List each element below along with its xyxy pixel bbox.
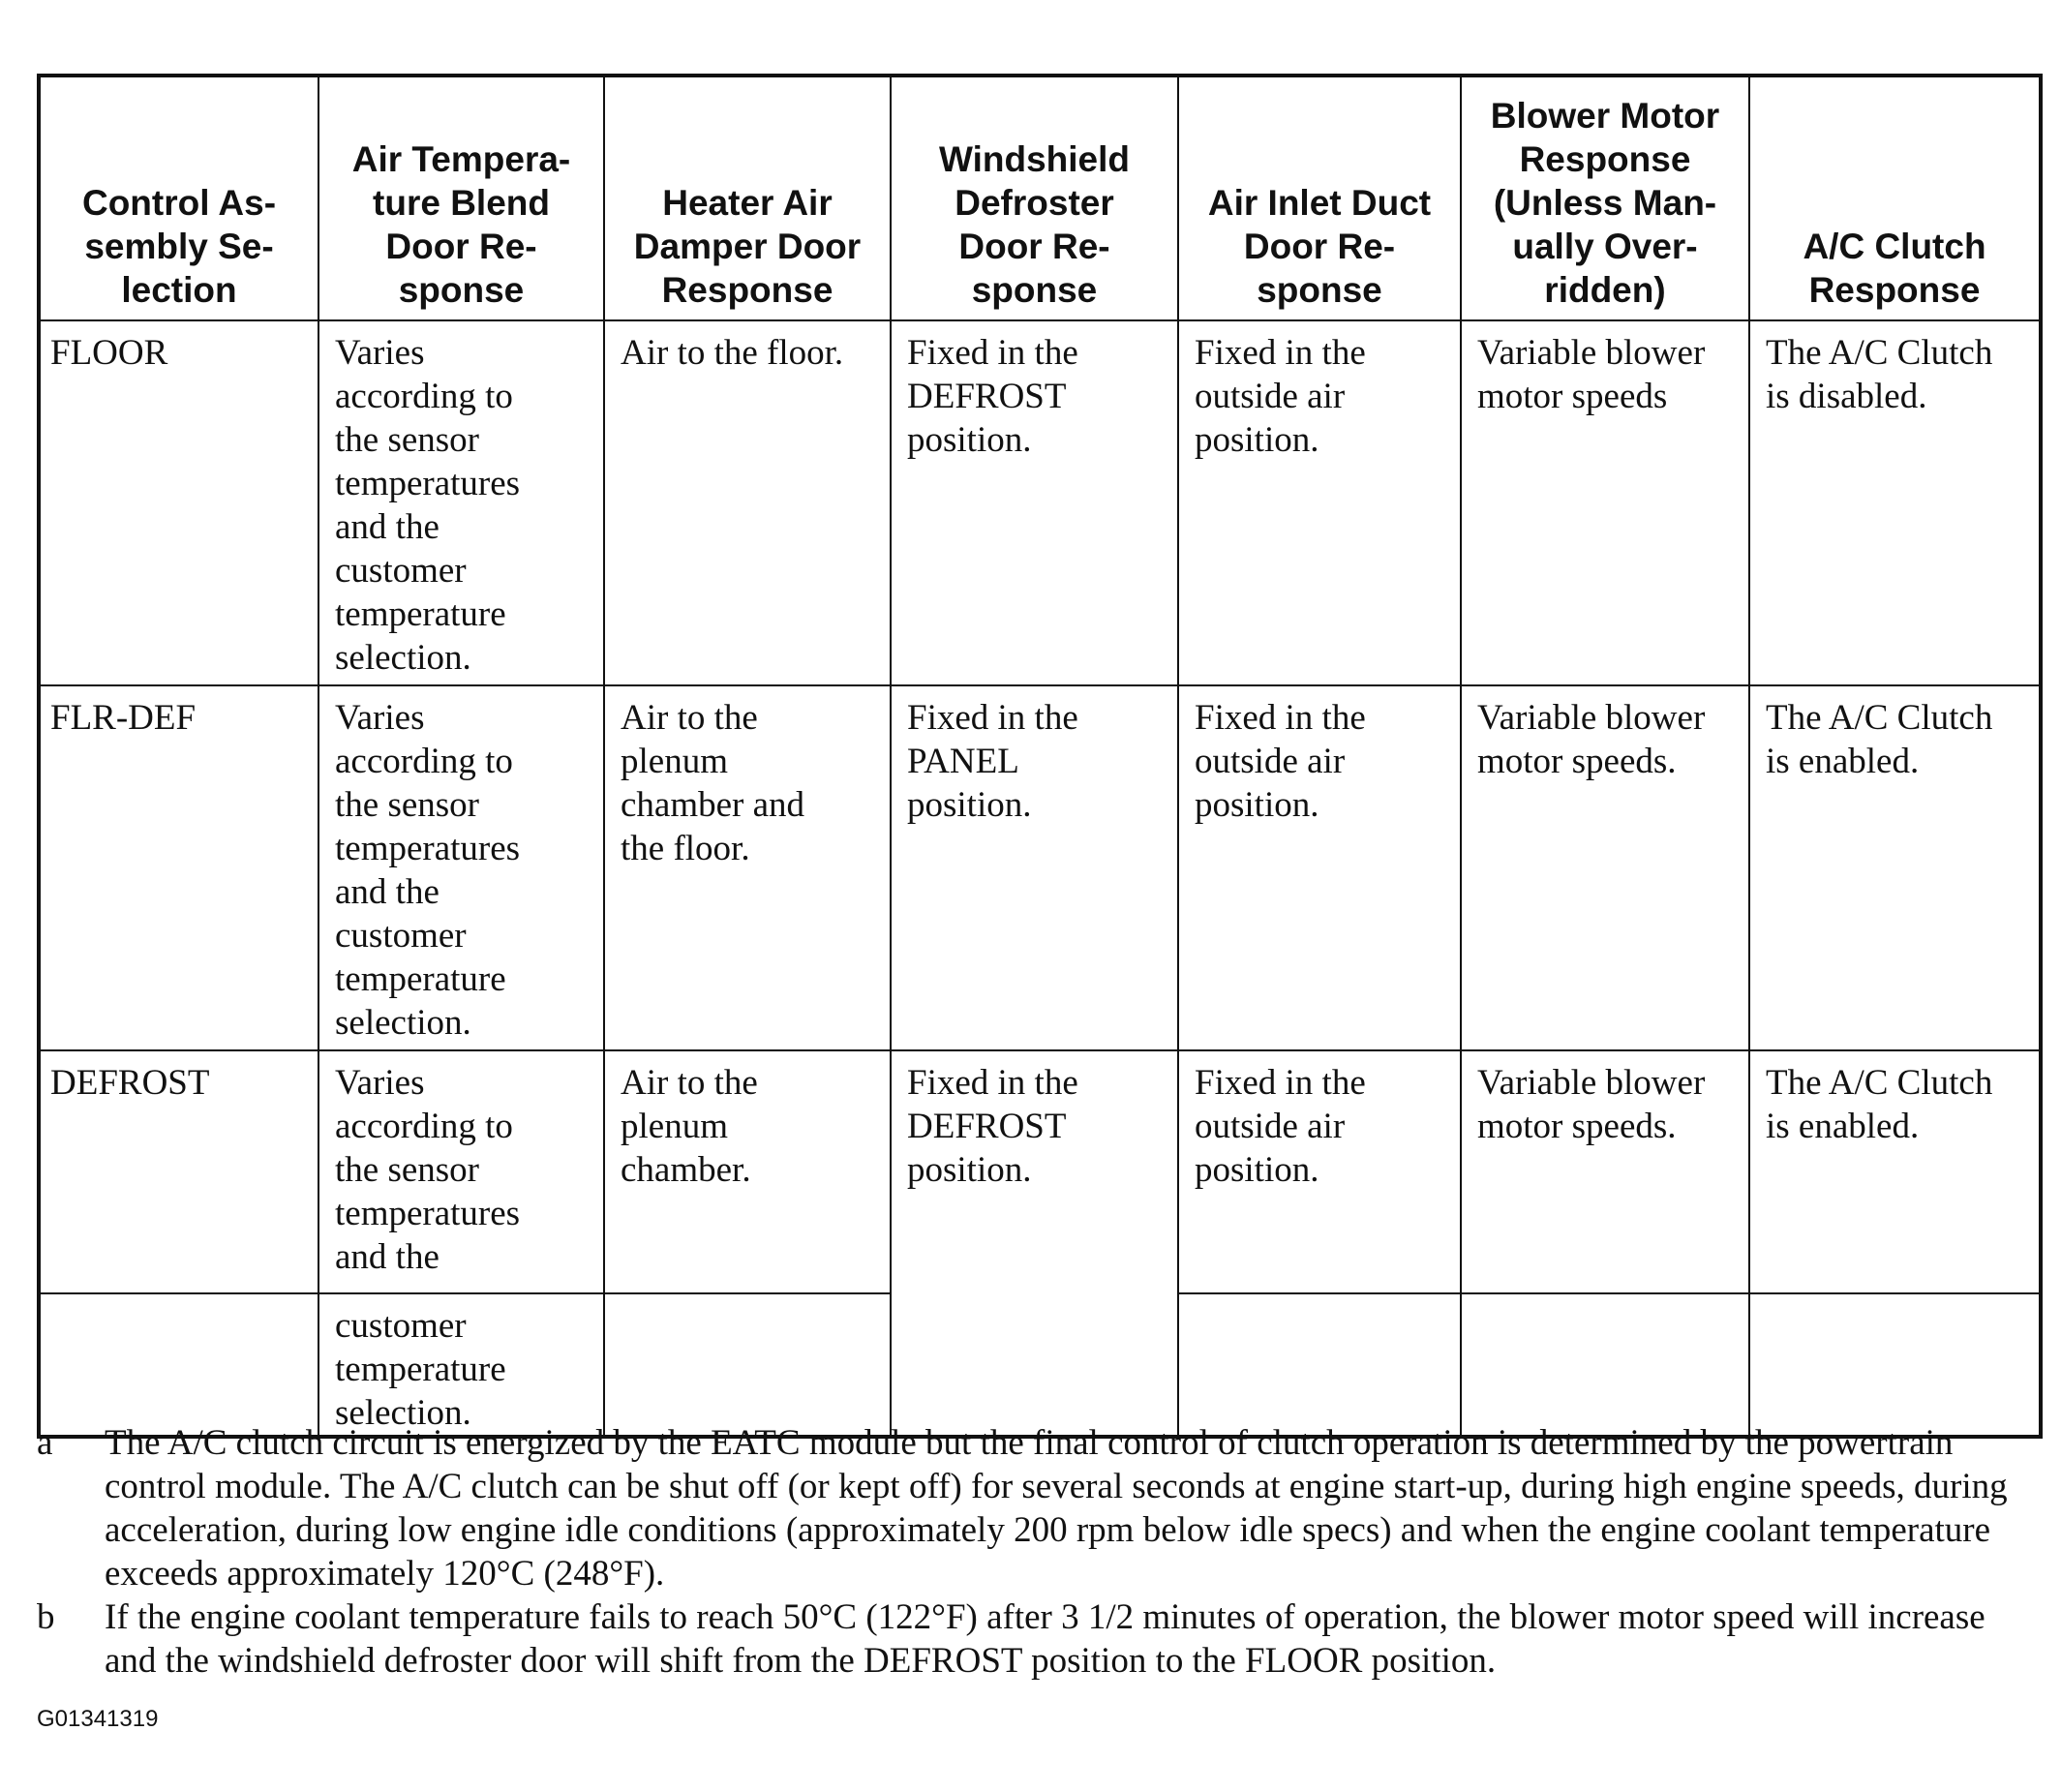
text-line: Fixed in the <box>1195 698 1366 738</box>
text-line: outside air <box>1195 377 1346 416</box>
text-line: plenum <box>621 1107 728 1146</box>
text-line: customer <box>335 1306 467 1346</box>
table-row-flr-def <box>39 685 2041 1050</box>
cell-ac-clutch <box>1749 320 2041 685</box>
text-line: outside air <box>1195 742 1346 781</box>
text-line: Air to the <box>621 698 758 738</box>
text-line: Air to the floor. <box>621 333 844 373</box>
cell-blend-door <box>318 320 604 685</box>
footnote-text: If the engine coolant temperature fails to reach 50°C (122°F) after 3 1/2 minutes of operation, the blower motor speed will increase and the windshield defroster door will shift from the DEFROST position to the FLOOR position. <box>105 1597 1985 1681</box>
text-line: PANEL <box>907 742 1019 781</box>
cell-empty <box>1461 1293 1749 1437</box>
text-line: sponse <box>1257 270 1382 310</box>
text-line: temperatures <box>335 829 521 868</box>
text-line: The A/C Clutch <box>1766 1063 1993 1103</box>
text-line: Fixed in the <box>907 333 1078 373</box>
cell-empty <box>39 1293 318 1437</box>
cell-selection <box>39 685 318 1050</box>
text-line: The A/C Clutch <box>1766 333 1993 373</box>
text-line: Variable blower <box>1477 698 1706 738</box>
text-line: the floor. <box>621 829 750 868</box>
footnote-text: The A/C clutch circuit is energized by the EATC module but the final control of clutch operation is determined by the powertrain control module. The A/C clutch can be shut off (or kept off) for several seconds at engine start-up, during high engine speeds, during acceleration, during low engine idle conditions (approximately 200 rpm below idle specs) and when the engine coolant temperature exceeds approximately 120°C (248°F). <box>105 1423 2008 1594</box>
header-defroster-door-response <box>891 76 1178 320</box>
text-line: sembly Se- <box>84 227 274 266</box>
text-line: Door Re- <box>1243 227 1396 266</box>
text-line: is enabled. <box>1766 1107 1920 1146</box>
text-line: A/C Clutch <box>1803 227 1986 266</box>
text-line: motor speeds. <box>1477 742 1677 781</box>
table-row-defrost <box>39 1050 2041 1293</box>
text-line: Door Re- <box>385 227 537 266</box>
text-line: DEFROST <box>907 1107 1067 1146</box>
cell-empty <box>1178 1293 1461 1437</box>
text-line: customer <box>335 551 467 591</box>
text-line: lection <box>121 270 237 310</box>
text-line: Air Inlet Duct <box>1207 183 1432 223</box>
text-line: selection. <box>335 1003 471 1043</box>
text-line: Air to the <box>621 1063 758 1103</box>
text-line: Fixed in the <box>907 698 1078 738</box>
text-line: Defroster <box>955 183 1114 223</box>
text-line: Varies <box>335 333 425 373</box>
footnote-a <box>37 1421 2043 1595</box>
text-line: and the <box>335 1237 439 1277</box>
text-line: Response <box>661 270 833 310</box>
text-line: and the <box>335 872 439 912</box>
footnote-b <box>37 1595 2043 1683</box>
text-line: Response <box>1519 139 1691 179</box>
cell-blower-motor <box>1461 1050 1749 1293</box>
text-line: Damper Door <box>633 227 862 266</box>
text-line: position. <box>907 785 1032 825</box>
text-line: motor speeds. <box>1477 1107 1677 1146</box>
text-line: the sensor <box>335 420 479 460</box>
text-line: the sensor <box>335 1150 479 1190</box>
text-line: is disabled. <box>1766 377 1927 416</box>
cell-blower-motor <box>1461 685 1749 1050</box>
text-line: customer <box>335 916 467 956</box>
text-line: Air Tempera- <box>351 139 571 179</box>
text-line: Heater Air <box>662 183 833 223</box>
text-line: according to <box>335 742 513 781</box>
cell-blend-door-continued <box>318 1293 604 1437</box>
cell-blend-door <box>318 685 604 1050</box>
header-damper-door-response <box>604 76 891 320</box>
footnote-key: b <box>37 1597 55 1637</box>
text-line: ually Over- <box>1512 227 1698 266</box>
cell-inlet-duct-door <box>1178 320 1461 685</box>
header-blend-door-response <box>318 76 604 320</box>
cell-blend-door <box>318 1050 604 1293</box>
text-line: temperature <box>335 1350 506 1389</box>
cell-inlet-duct-door <box>1178 1050 1461 1293</box>
header-blower-motor-response <box>1461 76 1749 320</box>
text-line: selection. <box>335 638 471 678</box>
cell-damper-door <box>604 685 891 1050</box>
text-line: sponse <box>971 270 1098 310</box>
header-inlet-duct-door-response <box>1178 76 1461 320</box>
text-line: temperatures <box>335 1194 521 1233</box>
cell-empty <box>604 1293 891 1437</box>
text-line: Control As- <box>81 183 277 223</box>
text-line: Fixed in the <box>907 1063 1078 1103</box>
text-line: Blower Motor <box>1490 96 1720 136</box>
text-line: Windshield <box>939 139 1130 179</box>
cell-damper-door <box>604 1050 891 1293</box>
cell-ac-clutch <box>1749 685 2041 1050</box>
cell-empty <box>1749 1293 2041 1437</box>
text-line: position. <box>907 420 1032 460</box>
text-line: chamber and <box>621 785 805 825</box>
cell-defroster-door <box>891 320 1178 685</box>
text-line: Fixed in the <box>1195 333 1366 373</box>
text-line: position. <box>1195 420 1319 460</box>
text-line: ture Blend <box>373 183 550 223</box>
text-line: FLR-DEF <box>50 698 197 738</box>
text-line: temperatures <box>335 464 521 503</box>
text-line: temperature <box>335 959 506 999</box>
text-line: temperature <box>335 594 506 634</box>
cell-ac-clutch <box>1749 1050 2041 1293</box>
text-line: (Unless Man- <box>1493 183 1717 223</box>
header-row <box>39 76 2041 320</box>
text-line: position. <box>907 1150 1032 1190</box>
cell-defroster-door <box>891 685 1178 1050</box>
header-ac-clutch-response <box>1749 76 2041 320</box>
figure-id: G01341319 <box>37 1706 159 1732</box>
text-line: DEFROST <box>50 1063 210 1103</box>
text-line: Variable blower <box>1477 1063 1706 1103</box>
response-table <box>37 74 2043 1439</box>
text-line: position. <box>1195 785 1319 825</box>
text-line: Variable blower <box>1477 333 1706 373</box>
text-line: ridden) <box>1544 270 1666 310</box>
text-line: the sensor <box>335 785 479 825</box>
table-row-floor <box>39 320 2041 685</box>
cell-inlet-duct-door <box>1178 685 1461 1050</box>
text-line: The A/C Clutch <box>1766 698 1993 738</box>
text-line: plenum <box>621 742 728 781</box>
text-line: DEFROST <box>907 377 1067 416</box>
text-line: outside air <box>1195 1107 1346 1146</box>
text-line: Response <box>1808 270 1981 310</box>
text-line: FLOOR <box>50 333 168 373</box>
cell-selection <box>39 320 318 685</box>
text-line: sponse <box>398 270 525 310</box>
text-line: Varies <box>335 698 425 738</box>
text-line: Varies <box>335 1063 425 1103</box>
header-control-assembly-selection <box>39 76 318 320</box>
text-line: Fixed in the <box>1195 1063 1366 1103</box>
text-line: position. <box>1195 1150 1319 1190</box>
footnotes <box>37 1421 2043 1683</box>
text-line: motor speeds <box>1477 377 1668 416</box>
cell-blower-motor <box>1461 320 1749 685</box>
cell-damper-door <box>604 320 891 685</box>
text-line: according to <box>335 377 513 416</box>
cell-selection <box>39 1050 318 1293</box>
text-line: is enabled. <box>1766 742 1920 781</box>
text-line: Door Re- <box>958 227 1110 266</box>
cell-defroster-door <box>891 1050 1178 1437</box>
text-line: and the <box>335 507 439 547</box>
footnote-key: a <box>37 1423 53 1463</box>
text-line: chamber. <box>621 1150 751 1190</box>
text-line: selection. <box>335 1393 471 1433</box>
text-line: according to <box>335 1107 513 1146</box>
